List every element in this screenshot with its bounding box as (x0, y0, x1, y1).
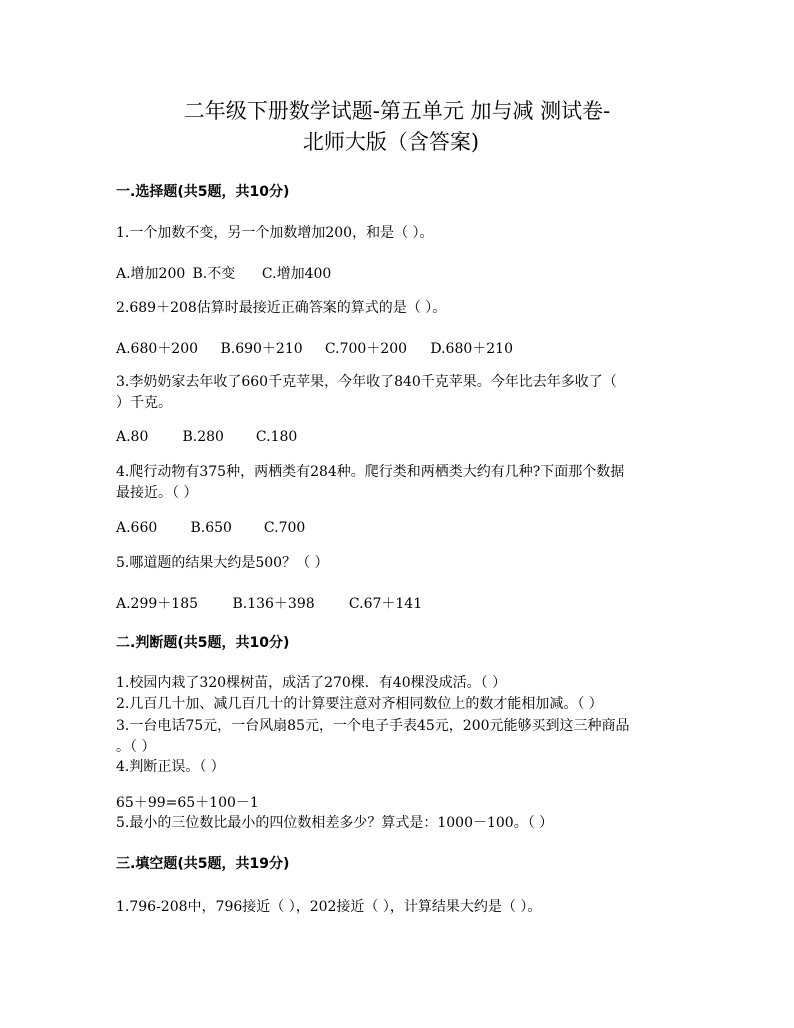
page-title-line2: 北师大版（含答案) (302, 130, 480, 154)
question-text: 1.796-208中，796接近（ ），202接近（ ），计算结果大约是（ ）。 (116, 899, 542, 915)
option: C.67＋141 (348, 596, 423, 612)
option: A.660 (116, 520, 158, 536)
question-text-line1: 3.李奶奶家去年收了660千克苹果，今年收了840千克苹果。今年比去年多收了（ (116, 374, 617, 390)
question-options (116, 520, 305, 536)
question-text: 5.哪道题的结果大约是500？（ ） (116, 555, 329, 571)
question-options (116, 338, 513, 358)
question-text-line1: 3.一台电话75元，一台风扇85元，一个电子手表45元，200元能够买到这三种商品 (116, 718, 630, 734)
question-options (116, 263, 331, 283)
option: A.增加200 (116, 266, 186, 282)
page-title-line1: 二年级下册数学试题-第五单元 加与减 测试卷- (183, 99, 611, 123)
option: A.299＋185 (116, 596, 199, 612)
question-text-line1: 4.判断正误。（ ） (116, 759, 225, 775)
option: C.700＋200 (324, 341, 408, 357)
question-formula: 65＋99=65＋100－1 (116, 795, 259, 811)
option: B.690＋210 (220, 341, 303, 357)
option: B.650 (190, 520, 232, 536)
option: C.180 (255, 429, 298, 445)
question-text: 2.几百几十加、减几百几十的计算要注意对齐相同数位上的数才能相加减。（ ） (116, 696, 603, 712)
question-text-line2: 最接近。（ ） (116, 485, 198, 501)
question-options (116, 593, 422, 613)
section-heading-choice: 一.选择题(共5题，共10分) (116, 184, 290, 200)
question-text: 2.689＋208估算时最接近正确答案的算式的是（ ）。 (116, 300, 447, 316)
option: D.680＋210 (430, 341, 513, 357)
option: A.80 (116, 429, 149, 445)
question-text: 5.最小的三位数比最小的四位数相差多少？算式是：1000－100。（ ） (116, 815, 554, 831)
option: B.280 (182, 429, 224, 445)
option: A.680＋200 (116, 341, 199, 357)
option: B.不变 (192, 266, 236, 282)
question-text-line2: 。（ ） (116, 739, 156, 755)
question-text-line2: ）千克。 (116, 395, 172, 411)
option: B.136＋398 (232, 596, 315, 612)
option: C.增加400 (261, 266, 332, 282)
question-text: 1.校园内栽了320棵树苗，成活了270棵．有40棵没成活。（ ） (116, 675, 507, 691)
question-text: 1.一个加数不变，另一个加数增加200，和是（ ）。 (116, 225, 434, 241)
option: C.700 (263, 520, 306, 536)
question-options (116, 429, 297, 445)
question-text-line1: 4.爬行动物有375种，两栖类有284种。爬行类和两栖类大约有几种?下面那个数据 (116, 464, 625, 480)
section-heading-judgement: 二.判断题(共5题，共10分) (116, 635, 290, 651)
section-heading-fill-in: 三.填空题(共5题，共19分) (116, 856, 290, 872)
